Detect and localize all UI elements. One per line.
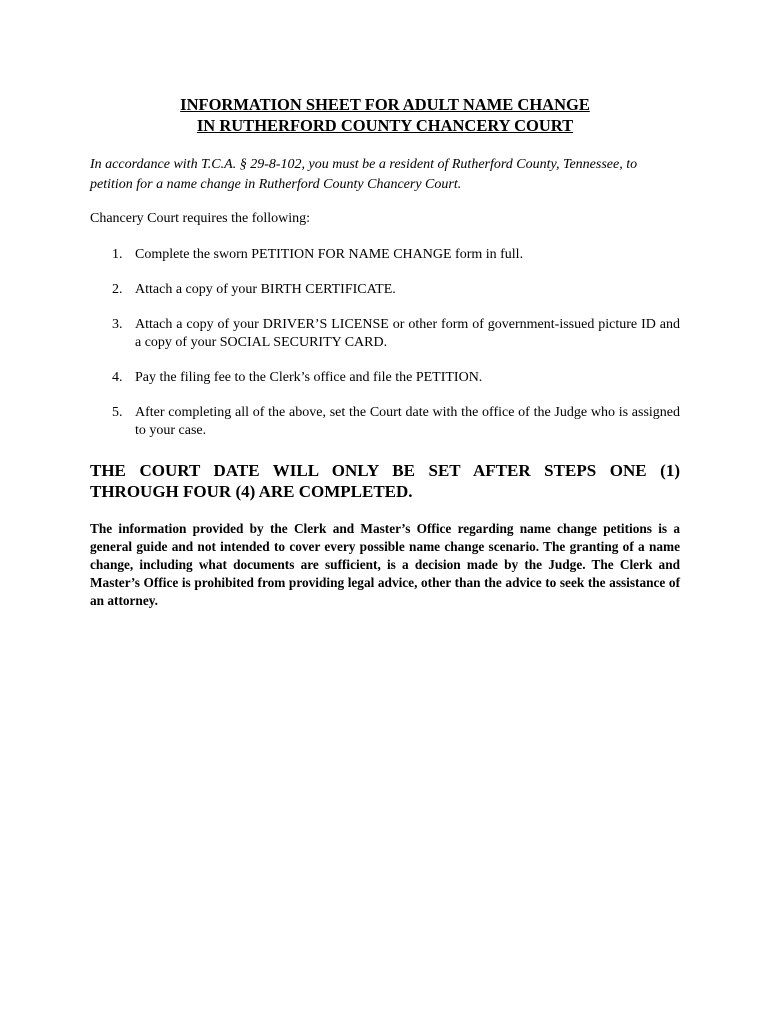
step-text: After completing all of the above, set the Court date with the office of the Judge who is assigned to your case.	[135, 405, 680, 438]
step-number: 4.	[112, 370, 123, 385]
step-item	[90, 369, 680, 387]
step-number: 3.	[112, 317, 123, 332]
document-title	[90, 94, 680, 136]
step-item	[90, 281, 680, 299]
notice-line-2: THROUGH FOUR (4) ARE COMPLETED.	[90, 482, 413, 501]
title-line-1: INFORMATION SHEET FOR ADULT NAME CHANGE	[180, 95, 590, 114]
step-number: 2.	[112, 282, 123, 297]
requirements-heading: Chancery Court requires the following:	[90, 211, 311, 226]
step-number: 1.	[112, 247, 123, 262]
legal-disclaimer: The information provided by the Clerk and Master’s Office regarding name change petitions is a general guide and not intended to cover every possible name change scenario. The granting of a name change, including what documents are sufficient, is a decision made by the Judge. The Clerk and Master’s Office is prohibited from providing legal advice, other than the advice to seek the assistance of an attorney.	[90, 521, 680, 608]
steps-list	[90, 246, 680, 440]
title-line-2: IN RUTHERFORD COUNTY CHANCERY COURT	[196, 116, 574, 135]
step-number: 5.	[112, 405, 123, 420]
step-text: Complete the sworn PETITION FOR NAME CHANGE form in full.	[135, 247, 524, 262]
step-item	[90, 404, 680, 440]
notice-line-1: THE COURT DATE WILL ONLY BE SET AFTER STEPS ONE (1)	[90, 461, 680, 480]
step-text: Pay the filing fee to the Clerk’s office and file the PETITION.	[135, 370, 483, 385]
residency-intro: In accordance with T.C.A. § 29-8-102, you must be a resident of Rutherford County, Tennessee, to petition for a name change in Rutherford County Chancery Court.	[90, 157, 638, 192]
step-text: Attach a copy of your DRIVER’S LICENSE or other form of government-issued picture ID and a copy of your SOCIAL SECURITY CARD.	[135, 317, 680, 350]
step-item	[90, 246, 680, 264]
document-page	[90, 94, 680, 610]
step-item	[90, 316, 680, 352]
step-text: Attach a copy of your BIRTH CERTIFICATE.	[135, 282, 396, 297]
court-date-notice	[90, 460, 680, 502]
